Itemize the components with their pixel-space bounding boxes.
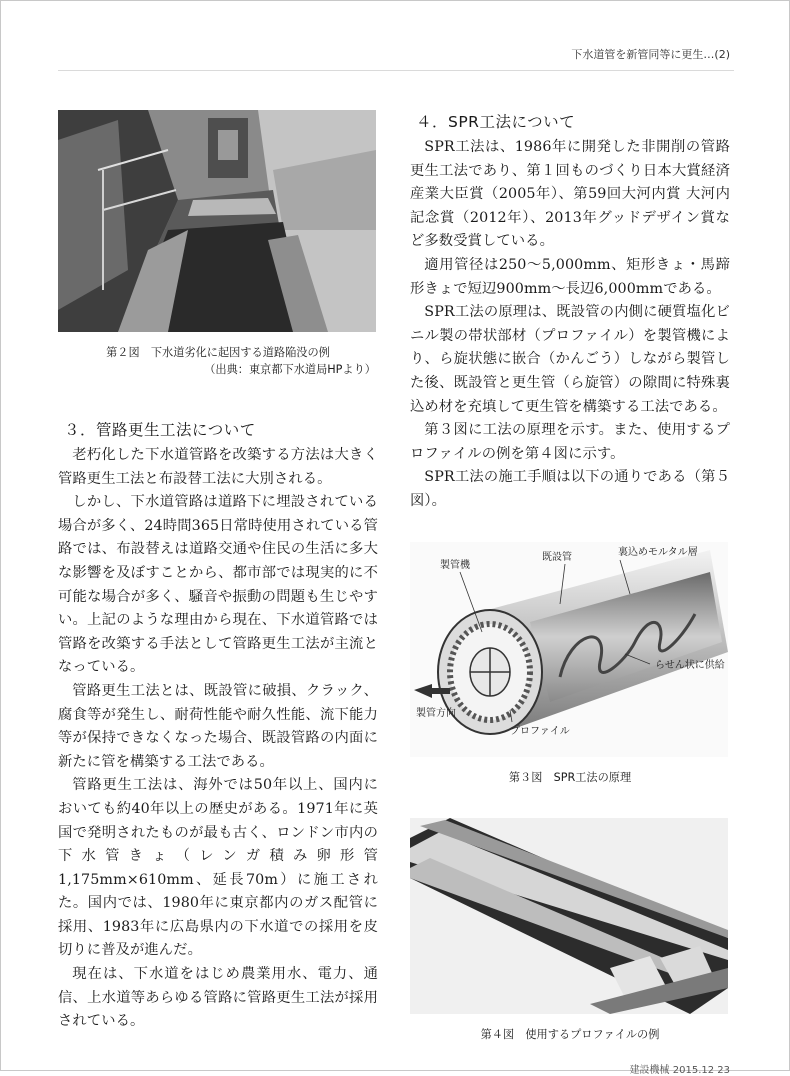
figure-2-source: （出典：東京都下水道局HPより） — [204, 363, 376, 376]
label-existing-pipe: 既設管 — [542, 551, 572, 563]
figure-3-caption: 第３図 SPR工法の原理 — [508, 770, 632, 784]
section-4-paragraph: 第３図に工法の原理を示す。また、使用するプロファイルの例を第４図に示す。 — [410, 422, 730, 462]
page-footer: 建設機械 2015.12 23 — [629, 1065, 730, 1076]
section-4-paragraph: 適用管径は250～5,000mm、矩形きょ・馬蹄形きょで短辺900mm～長辺6,000mmである。 — [410, 256, 730, 297]
section-4-body — [410, 136, 730, 514]
section-3-paragraph: 現在は、下水道をはじめ農業用水、電力、通信、上水道等あらゆる管路に管路更生工法が採用されている。 — [58, 966, 378, 1030]
road-collapse-illustration — [58, 110, 376, 332]
section-3-paragraph: しかし、下水道管路は道路下に埋設されている場合が多く、24時間365日常時使用されている管路では、布設替えは道路交通や住民の生活に多大な影響を及ぼすことから、都市部では現実的に不可能な場合が多く、騒音や振動の問題も生じやすい。上記のような理由から現在、下水道管路では管路を改築する手法として管路更生工法が主流となっている。 — [58, 494, 378, 676]
section-4-paragraph: SPR工法の施工手順は以下の通りである（第５図）。 — [410, 469, 730, 509]
road-collapse-photo — [58, 110, 376, 332]
section-3-heading: ３．管路更生工法について — [64, 421, 256, 439]
label-direction: 製管方向 — [416, 707, 456, 719]
spr-principle-diagram — [410, 542, 728, 757]
profile-illustration — [410, 818, 728, 1014]
section-4-heading: ４．SPR工法について — [416, 113, 576, 131]
right-column — [410, 110, 730, 1043]
left-column — [58, 110, 378, 1034]
label-profile: プロファイル — [510, 725, 570, 737]
profile-photo — [410, 818, 728, 1014]
section-3-paragraph: 管路更生工法は、海外では50年以上、国内においても約40年以上の歴史がある。1971年に英国で発明されたものが最も古く、ロンドン市内の下水管きょ（レンガ積み卵形管1,175mm×610mm、延長70m）に施工された。国内では、1980年に東京都内のガス配管に採用、1983年に広島県内の下水道での採用を皮切りに普及が進んだ。 — [58, 777, 378, 959]
figure-2-caption — [58, 344, 378, 378]
figure-4-caption: 第４図 使用するプロファイルの例 — [480, 1027, 660, 1041]
running-header: 下水道管を新管同等に更生…(2) — [571, 48, 730, 61]
section-3-paragraph: 老朽化した下水道管路を改築する方法は大きく管路更生工法と布設替工法に大別される。 — [58, 447, 378, 487]
header-rule — [58, 70, 734, 71]
section-4-paragraph: SPR工法は、1986年に開発した非開削の管路更生工法であり、第１回ものづくり日本大賞経済産業大臣賞（2005年）、第59回大河内賞 大河内記念賞（2012年）、2013年グッドデザイン賞など多数受賞している。 — [410, 139, 730, 250]
label-spiral-feed: らせん状に供給 — [655, 659, 725, 671]
section-3-paragraph: 管路更生工法とは、既設管に破損、クラック、腐食等が発生し、耐荷性能や耐久性能、流下能力等が保持できなくなった場合、既設管路の内面に新たに管を構築する工法である。 — [58, 682, 378, 770]
label-machine: 製管機 — [440, 559, 470, 571]
section-3-body — [58, 444, 378, 1034]
figure-2-title: 第２図 下水道劣化に起因する道路陥没の例 — [106, 346, 330, 359]
spr-principle-illustration — [410, 542, 728, 757]
label-mortar-layer: 裏込めモルタル層 — [618, 546, 698, 558]
section-4-paragraph: SPR工法の原理は、既設管の内側に硬質塩化ビニル製の帯状部材（プロファイル）を製管機により、ら旋状態に嵌合（かんごう）しながら製管した後、既設管と更生管（ら旋管）の隙間に特殊裏込め材を充填して更生管を構築する工法である。 — [410, 304, 730, 415]
